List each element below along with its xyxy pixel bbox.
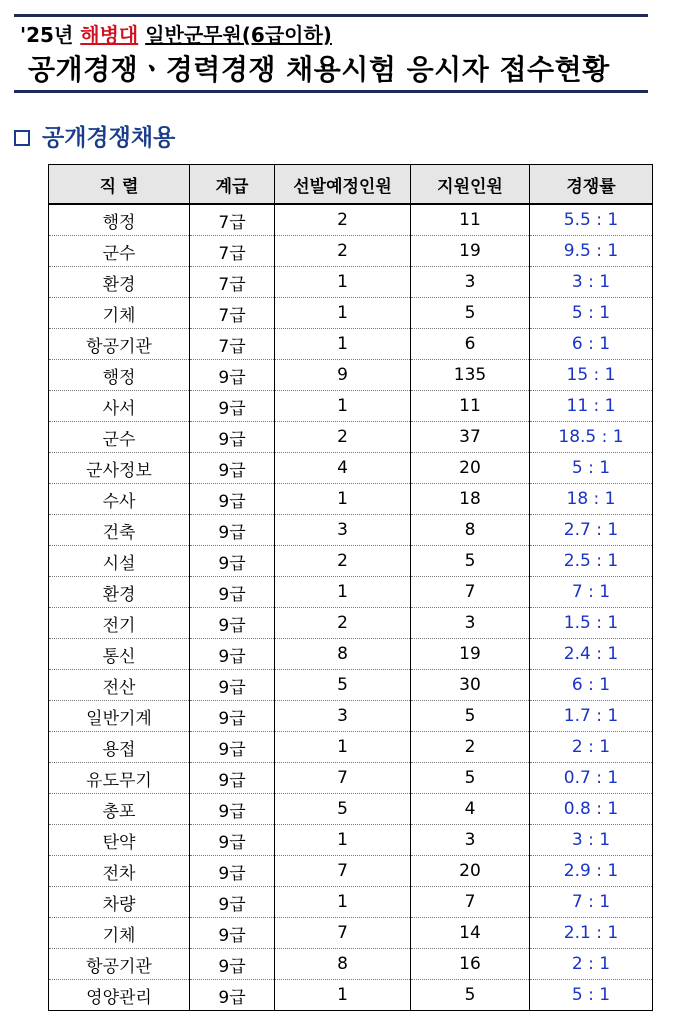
cell-ratio: 6 : 1 xyxy=(530,329,653,360)
table-row xyxy=(49,794,653,825)
cell-series: 건축 xyxy=(49,515,190,546)
table-row xyxy=(49,422,653,453)
cell-grade: 7급 xyxy=(190,298,275,329)
cell-applicants: 135 xyxy=(411,360,530,391)
cell-planned: 1 xyxy=(275,980,411,1011)
cell-series: 기체 xyxy=(49,298,190,329)
cell-planned: 1 xyxy=(275,577,411,608)
table-row xyxy=(49,391,653,422)
cell-planned: 2 xyxy=(275,546,411,577)
cell-planned: 1 xyxy=(275,391,411,422)
cell-planned: 4 xyxy=(275,453,411,484)
table-header-row xyxy=(49,165,653,205)
cell-grade: 9급 xyxy=(190,422,275,453)
cell-planned: 2 xyxy=(275,236,411,267)
table-row xyxy=(49,236,653,267)
cell-grade: 9급 xyxy=(190,732,275,763)
cell-series: 행정 xyxy=(49,204,190,236)
cell-ratio: 0.7 : 1 xyxy=(530,763,653,794)
cell-applicants: 3 xyxy=(411,267,530,298)
cell-series: 환경 xyxy=(49,267,190,298)
cell-ratio: 7 : 1 xyxy=(530,577,653,608)
table-body xyxy=(49,204,653,1011)
table-row xyxy=(49,825,653,856)
table-row xyxy=(49,298,653,329)
column-header-planned: 선발예정인원 xyxy=(275,165,411,205)
cell-ratio: 2.9 : 1 xyxy=(530,856,653,887)
cell-ratio: 1.5 : 1 xyxy=(530,608,653,639)
cell-grade: 9급 xyxy=(190,577,275,608)
cell-applicants: 16 xyxy=(411,949,530,980)
cell-planned: 1 xyxy=(275,887,411,918)
cell-applicants: 37 xyxy=(411,422,530,453)
cell-grade: 9급 xyxy=(190,360,275,391)
cell-ratio: 9.5 : 1 xyxy=(530,236,653,267)
cell-applicants: 18 xyxy=(411,484,530,515)
table-row xyxy=(49,267,653,298)
column-header-ratio: 경쟁률 xyxy=(530,165,653,205)
cell-applicants: 20 xyxy=(411,453,530,484)
cell-planned: 5 xyxy=(275,794,411,825)
cell-series: 기체 xyxy=(49,918,190,949)
cell-planned: 1 xyxy=(275,484,411,515)
table-row xyxy=(49,546,653,577)
cell-applicants: 14 xyxy=(411,918,530,949)
table-row xyxy=(49,887,653,918)
cell-planned: 3 xyxy=(275,701,411,732)
cell-grade: 9급 xyxy=(190,391,275,422)
subtitle-category: 일반군무원(6급이하) xyxy=(145,23,332,47)
cell-ratio: 1.7 : 1 xyxy=(530,701,653,732)
cell-planned: 1 xyxy=(275,825,411,856)
cell-grade: 7급 xyxy=(190,236,275,267)
cell-planned: 3 xyxy=(275,515,411,546)
cell-grade: 9급 xyxy=(190,670,275,701)
cell-planned: 7 xyxy=(275,856,411,887)
cell-series: 전산 xyxy=(49,670,190,701)
cell-grade: 9급 xyxy=(190,453,275,484)
table-row xyxy=(49,515,653,546)
cell-planned: 2 xyxy=(275,608,411,639)
cell-series: 탄약 xyxy=(49,825,190,856)
cell-ratio: 5.5 : 1 xyxy=(530,204,653,236)
table-row xyxy=(49,639,653,670)
cell-grade: 9급 xyxy=(190,980,275,1011)
cell-grade: 9급 xyxy=(190,515,275,546)
cell-ratio: 6 : 1 xyxy=(530,670,653,701)
table-row xyxy=(49,670,653,701)
subtitle-org: 해병대 xyxy=(80,23,139,47)
cell-ratio: 2.1 : 1 xyxy=(530,918,653,949)
applicant-table xyxy=(48,164,653,1011)
square-bullet-icon xyxy=(14,130,30,146)
cell-planned: 2 xyxy=(275,204,411,236)
cell-series: 차량 xyxy=(49,887,190,918)
cell-grade: 9급 xyxy=(190,639,275,670)
cell-applicants: 5 xyxy=(411,980,530,1011)
subtitle xyxy=(20,22,332,48)
cell-series: 총포 xyxy=(49,794,190,825)
table-row xyxy=(49,732,653,763)
table-row xyxy=(49,980,653,1011)
cell-series: 환경 xyxy=(49,577,190,608)
table-row xyxy=(49,949,653,980)
cell-series: 일반기계 xyxy=(49,701,190,732)
cell-grade: 9급 xyxy=(190,763,275,794)
cell-applicants: 19 xyxy=(411,639,530,670)
cell-series: 군수 xyxy=(49,236,190,267)
cell-ratio: 18 : 1 xyxy=(530,484,653,515)
cell-series: 항공기관 xyxy=(49,949,190,980)
cell-ratio: 3 : 1 xyxy=(530,825,653,856)
cell-series: 용접 xyxy=(49,732,190,763)
cell-ratio: 11 : 1 xyxy=(530,391,653,422)
table-row xyxy=(49,484,653,515)
cell-grade: 9급 xyxy=(190,546,275,577)
table-row xyxy=(49,918,653,949)
cell-ratio: 2.5 : 1 xyxy=(530,546,653,577)
cell-applicants: 8 xyxy=(411,515,530,546)
cell-planned: 8 xyxy=(275,949,411,980)
cell-applicants: 3 xyxy=(411,608,530,639)
cell-planned: 1 xyxy=(275,267,411,298)
table-row xyxy=(49,360,653,391)
table-row xyxy=(49,763,653,794)
cell-ratio: 18.5 : 1 xyxy=(530,422,653,453)
cell-series: 전차 xyxy=(49,856,190,887)
cell-planned: 9 xyxy=(275,360,411,391)
cell-series: 행정 xyxy=(49,360,190,391)
table-row xyxy=(49,856,653,887)
cell-applicants: 11 xyxy=(411,391,530,422)
cell-series: 전기 xyxy=(49,608,190,639)
cell-applicants: 4 xyxy=(411,794,530,825)
cell-ratio: 2.4 : 1 xyxy=(530,639,653,670)
cell-grade: 7급 xyxy=(190,204,275,236)
cell-grade: 7급 xyxy=(190,267,275,298)
subtitle-year: '25년 xyxy=(20,23,74,47)
cell-applicants: 7 xyxy=(411,887,530,918)
cell-ratio: 2.7 : 1 xyxy=(530,515,653,546)
cell-grade: 9급 xyxy=(190,484,275,515)
cell-applicants: 5 xyxy=(411,546,530,577)
cell-series: 사서 xyxy=(49,391,190,422)
cell-grade: 9급 xyxy=(190,701,275,732)
cell-series: 시설 xyxy=(49,546,190,577)
cell-applicants: 6 xyxy=(411,329,530,360)
cell-applicants: 19 xyxy=(411,236,530,267)
bottom-rule xyxy=(14,90,648,93)
cell-applicants: 5 xyxy=(411,763,530,794)
cell-planned: 1 xyxy=(275,732,411,763)
cell-series: 수사 xyxy=(49,484,190,515)
cell-applicants: 2 xyxy=(411,732,530,763)
top-rule xyxy=(14,14,648,17)
page-title: 공개경쟁ㆍ경력경쟁 채용시험 응시자 접수현황 xyxy=(28,53,610,86)
table-row xyxy=(49,329,653,360)
cell-planned: 7 xyxy=(275,763,411,794)
cell-series: 군수 xyxy=(49,422,190,453)
cell-ratio: 7 : 1 xyxy=(530,887,653,918)
cell-planned: 5 xyxy=(275,670,411,701)
cell-ratio: 5 : 1 xyxy=(530,298,653,329)
cell-grade: 7급 xyxy=(190,329,275,360)
cell-series: 통신 xyxy=(49,639,190,670)
cell-planned: 1 xyxy=(275,329,411,360)
cell-applicants: 3 xyxy=(411,825,530,856)
column-header-series: 직 렬 xyxy=(49,165,190,205)
cell-ratio: 5 : 1 xyxy=(530,980,653,1011)
cell-planned: 8 xyxy=(275,639,411,670)
column-header-applicants: 지원인원 xyxy=(411,165,530,205)
cell-applicants: 5 xyxy=(411,701,530,732)
cell-ratio: 15 : 1 xyxy=(530,360,653,391)
cell-applicants: 20 xyxy=(411,856,530,887)
cell-series: 군사정보 xyxy=(49,453,190,484)
cell-applicants: 7 xyxy=(411,577,530,608)
cell-grade: 9급 xyxy=(190,825,275,856)
cell-ratio: 3 : 1 xyxy=(530,267,653,298)
cell-applicants: 11 xyxy=(411,204,530,236)
cell-applicants: 30 xyxy=(411,670,530,701)
cell-ratio: 2 : 1 xyxy=(530,732,653,763)
table-row xyxy=(49,608,653,639)
cell-grade: 9급 xyxy=(190,856,275,887)
section-heading xyxy=(14,122,175,154)
table-row xyxy=(49,701,653,732)
cell-grade: 9급 xyxy=(190,794,275,825)
cell-planned: 2 xyxy=(275,422,411,453)
cell-series: 유도무기 xyxy=(49,763,190,794)
cell-series: 항공기관 xyxy=(49,329,190,360)
cell-ratio: 5 : 1 xyxy=(530,453,653,484)
table-row xyxy=(49,577,653,608)
cell-grade: 9급 xyxy=(190,608,275,639)
table-row xyxy=(49,453,653,484)
cell-planned: 7 xyxy=(275,918,411,949)
cell-ratio: 0.8 : 1 xyxy=(530,794,653,825)
cell-planned: 1 xyxy=(275,298,411,329)
cell-grade: 9급 xyxy=(190,949,275,980)
cell-series: 영양관리 xyxy=(49,980,190,1011)
cell-grade: 9급 xyxy=(190,887,275,918)
section-title: 공개경쟁채용 xyxy=(42,125,176,151)
cell-applicants: 5 xyxy=(411,298,530,329)
table-row xyxy=(49,204,653,236)
cell-ratio: 2 : 1 xyxy=(530,949,653,980)
cell-grade: 9급 xyxy=(190,918,275,949)
column-header-grade: 계급 xyxy=(190,165,275,205)
